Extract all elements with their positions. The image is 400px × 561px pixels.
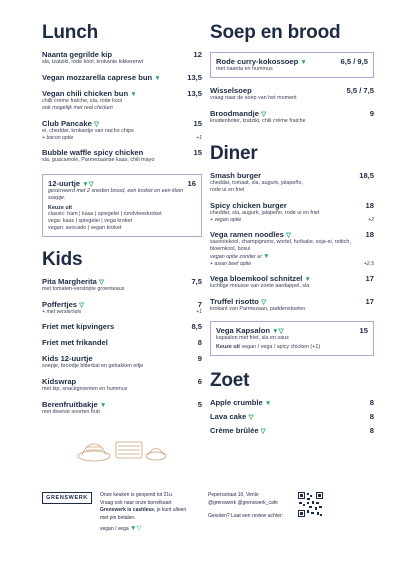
twelve-uurtje-box	[42, 174, 202, 237]
info-line: Grenswerk is cashless, je kunt alleen	[100, 507, 187, 513]
right-column	[210, 22, 374, 440]
menu-item	[42, 73, 202, 82]
soep-title: Soep en brood	[210, 22, 341, 43]
menu-item	[42, 322, 202, 331]
item-price: 17	[365, 297, 374, 306]
item-desc: geserveerd met 2 sneden brood, een kroket en een klein soepje.	[48, 188, 184, 201]
vega-icon: ▽	[98, 279, 104, 286]
item-name: Poffertjes	[42, 300, 78, 309]
keuze-title: Keuze uit	[48, 205, 72, 211]
vegan-icon: ▼	[130, 91, 137, 98]
item-price: 5	[197, 400, 202, 409]
address: Pepersstraat 10, Venlo	[208, 492, 259, 498]
item-name: 12-uurtje	[48, 179, 81, 188]
vegan-icon: ▼	[99, 402, 107, 409]
menu-item	[210, 426, 374, 435]
item-desc: kapsalon met friet, sla en saus	[216, 335, 289, 341]
item-name: Apple crumble	[210, 398, 263, 407]
item-extra: + vegan optie +2	[210, 217, 374, 223]
vegan-vega-icon: ▼▽	[272, 328, 284, 335]
item-price: 5,5 / 7,5	[346, 86, 374, 95]
info-line: Onze keuken is geopend tot 21u	[100, 492, 172, 498]
item-name: Vegan mozzarella caprese bun	[42, 73, 153, 82]
extra-price: +1	[196, 135, 202, 141]
item-price: 18	[365, 230, 374, 239]
extra-label: + bacon optie	[42, 135, 74, 141]
kapsalon-box	[210, 321, 374, 356]
item-desc: cheddar, sla, augurk, jalapeño, rode ui en friet	[210, 210, 320, 216]
menu-item	[42, 377, 202, 393]
item-price: 7,5	[191, 277, 202, 286]
item-name: Vega Kapsalon	[216, 326, 271, 335]
item-desc: met diverse soorten fruit	[42, 409, 100, 415]
item-name: Berenfruitbakje	[42, 400, 98, 409]
footer	[42, 492, 362, 544]
item-desc: chilli crème fraîche, sla, rode kool	[42, 98, 122, 104]
vegan-icon: ▼	[304, 276, 311, 283]
item-price: 15	[193, 148, 202, 157]
item-price: 9	[197, 354, 202, 363]
item-price: 6,5 / 9,5	[340, 57, 368, 66]
vega-icon: ▽	[285, 232, 291, 239]
vegan-icon: ▼	[264, 400, 272, 407]
item-price: 12	[193, 50, 202, 59]
item-desc: krokant van Parmezaan, paddenstoelen	[210, 306, 306, 312]
item-price: 18	[365, 201, 374, 210]
item-price: 13,5	[187, 89, 202, 98]
menu-item	[42, 148, 202, 164]
item-name: Kidswrap	[42, 377, 77, 386]
food-sketch-illustration	[72, 428, 172, 468]
item-name: Broodmandje	[210, 109, 259, 118]
menu-item	[42, 50, 202, 66]
item-desc: met naanta en hummus	[216, 66, 273, 72]
item-name: Vega bloemkool schnitzel	[210, 274, 303, 283]
vegan-icon: ▼	[300, 59, 307, 66]
item-desc: luchtige mousse van zoete aardappel, sla	[210, 283, 310, 289]
soup-box	[210, 52, 374, 78]
item-desc: vraag naar de soep van het moment	[210, 95, 297, 101]
item-name: Wisselsoep	[210, 86, 252, 95]
item-name: Friet met kipvingers	[42, 322, 115, 331]
item-name: Lava cake	[210, 412, 247, 421]
menu-item	[210, 297, 374, 313]
item-price: 9	[369, 109, 374, 118]
item-price: 8	[369, 426, 374, 435]
item-name: Vegan chili chicken bun	[42, 89, 129, 98]
item-price: 13,5	[187, 73, 202, 82]
item-desc: rode ui en friet	[210, 187, 245, 193]
info-line: met pin betalen.	[100, 514, 136, 521]
item-name: Vega ramen noodles	[210, 230, 284, 239]
item-price: 8	[369, 412, 374, 421]
qr-code-icon[interactable]	[298, 492, 323, 517]
item-name: Crème brûlée	[210, 426, 259, 435]
zoet-title: Zoet	[210, 370, 250, 391]
social-handles: @grenswerk @grenswerk_cafe	[208, 499, 278, 506]
item-name: Smash burger	[210, 171, 262, 180]
item-name: Truffel risotto	[210, 297, 259, 306]
item-desc: sla, guacamole, Parmezaanse kaas, chili mayo	[42, 157, 155, 163]
item-desc: ei, cheddar, krokantje van nacho chips	[42, 128, 134, 134]
item-price: 6	[197, 377, 202, 386]
item-desc: met tomaten-verstopte groenteaus	[42, 286, 125, 292]
menu-item	[42, 400, 202, 416]
vega-icon: ▽	[248, 414, 254, 421]
item-price: 7	[197, 300, 202, 309]
keuze-line: vegan: avocado | vegan kroket	[48, 225, 122, 231]
item-price: 8,5	[191, 322, 202, 331]
vega-icon: ▽	[260, 428, 266, 435]
menu-item	[210, 274, 374, 290]
info-line: Vraag ook naar onze borrelkaart	[100, 499, 172, 506]
menu-item	[210, 171, 374, 194]
item-name: Club Pancake	[42, 119, 92, 128]
menu-item	[42, 89, 202, 112]
vegan-icon: ▼	[154, 75, 161, 82]
footer-info	[100, 492, 186, 534]
item-price: 8	[369, 398, 374, 407]
item-desc: met kip, snackgroenten en hummus	[42, 386, 128, 392]
item-extra: + met versiersels +1	[42, 309, 202, 315]
item-price: 15	[359, 326, 368, 335]
review-text: Gesoten? Laat een review achter:	[208, 513, 284, 519]
item-note: vegan optie zonder ei ▼	[210, 253, 270, 260]
menu-item	[42, 338, 202, 347]
item-desc: sla, tzatziki, rode kool, krokante kikkererwt	[42, 59, 143, 65]
menu-item	[210, 201, 374, 223]
item-name: Naanta gegrilde kip	[42, 50, 113, 59]
item-name: Kids 12-uurtje	[42, 354, 93, 363]
item-price: 16	[187, 179, 196, 188]
item-desc: kruidenboter, tzatziki, chili crème fraiche	[210, 118, 306, 124]
menu-item	[210, 109, 374, 125]
keuze-line: vega: kaas | spiegelei | vega kroket	[48, 218, 133, 224]
menu-item	[210, 398, 374, 407]
vegan-vega-icon: ▼▽	[82, 181, 94, 188]
item-note: ook mogelijk met real chicken	[42, 105, 113, 111]
item-desc: savooiekool, champignons, wortel, furikake, soja-ei, rettich, bloemkool, bosui	[210, 239, 351, 252]
item-name: Friet met frikandel	[42, 338, 108, 347]
vega-icon: ▽	[93, 121, 99, 128]
keuze-line: classic: ham | kaas | spiegelei | rundvleeskroket	[48, 211, 162, 217]
item-extra	[42, 135, 202, 141]
item-name: Rode curry-kokossoep	[216, 57, 299, 66]
item-price: 15	[193, 119, 202, 128]
item-extra: + asian beef optie +2,5	[210, 261, 374, 267]
kids-title: Kids	[42, 249, 83, 270]
menu-item	[210, 412, 374, 421]
grenswerk-logo: GRENSWERK	[42, 492, 92, 504]
footer-contact	[208, 492, 283, 521]
menu-item	[210, 86, 374, 102]
lunch-title: Lunch	[42, 22, 98, 43]
left-column	[42, 22, 202, 423]
menu-item	[42, 277, 202, 293]
menu-item	[42, 119, 202, 141]
legend: vegan / vega ▼▽	[100, 525, 142, 532]
diner-title: Diner	[210, 143, 258, 164]
item-name: Bubble waffle spicy chicken	[42, 148, 144, 157]
menu-item	[42, 300, 202, 315]
item-price: 18,5	[359, 171, 374, 180]
vega-icon: ▽	[261, 299, 267, 306]
vega-icon: ▽	[79, 302, 85, 309]
keuze-line: Keuze uit vegan / vega / spicy chicken (+1)	[216, 344, 321, 350]
item-price: 8	[197, 338, 202, 347]
vega-icon: ▽	[261, 111, 267, 118]
item-desc: soepje, broodje bitterbal en gebakken eitje	[42, 363, 144, 369]
menu-item	[210, 230, 374, 267]
item-name: Spicy chicken burger	[210, 201, 287, 210]
menu-item	[42, 354, 202, 370]
item-name: Pita Margherita	[42, 277, 97, 286]
item-desc: cheddar, tomaat, sla, augurk, jalapeño,	[210, 180, 303, 186]
item-price: 17	[365, 274, 374, 283]
